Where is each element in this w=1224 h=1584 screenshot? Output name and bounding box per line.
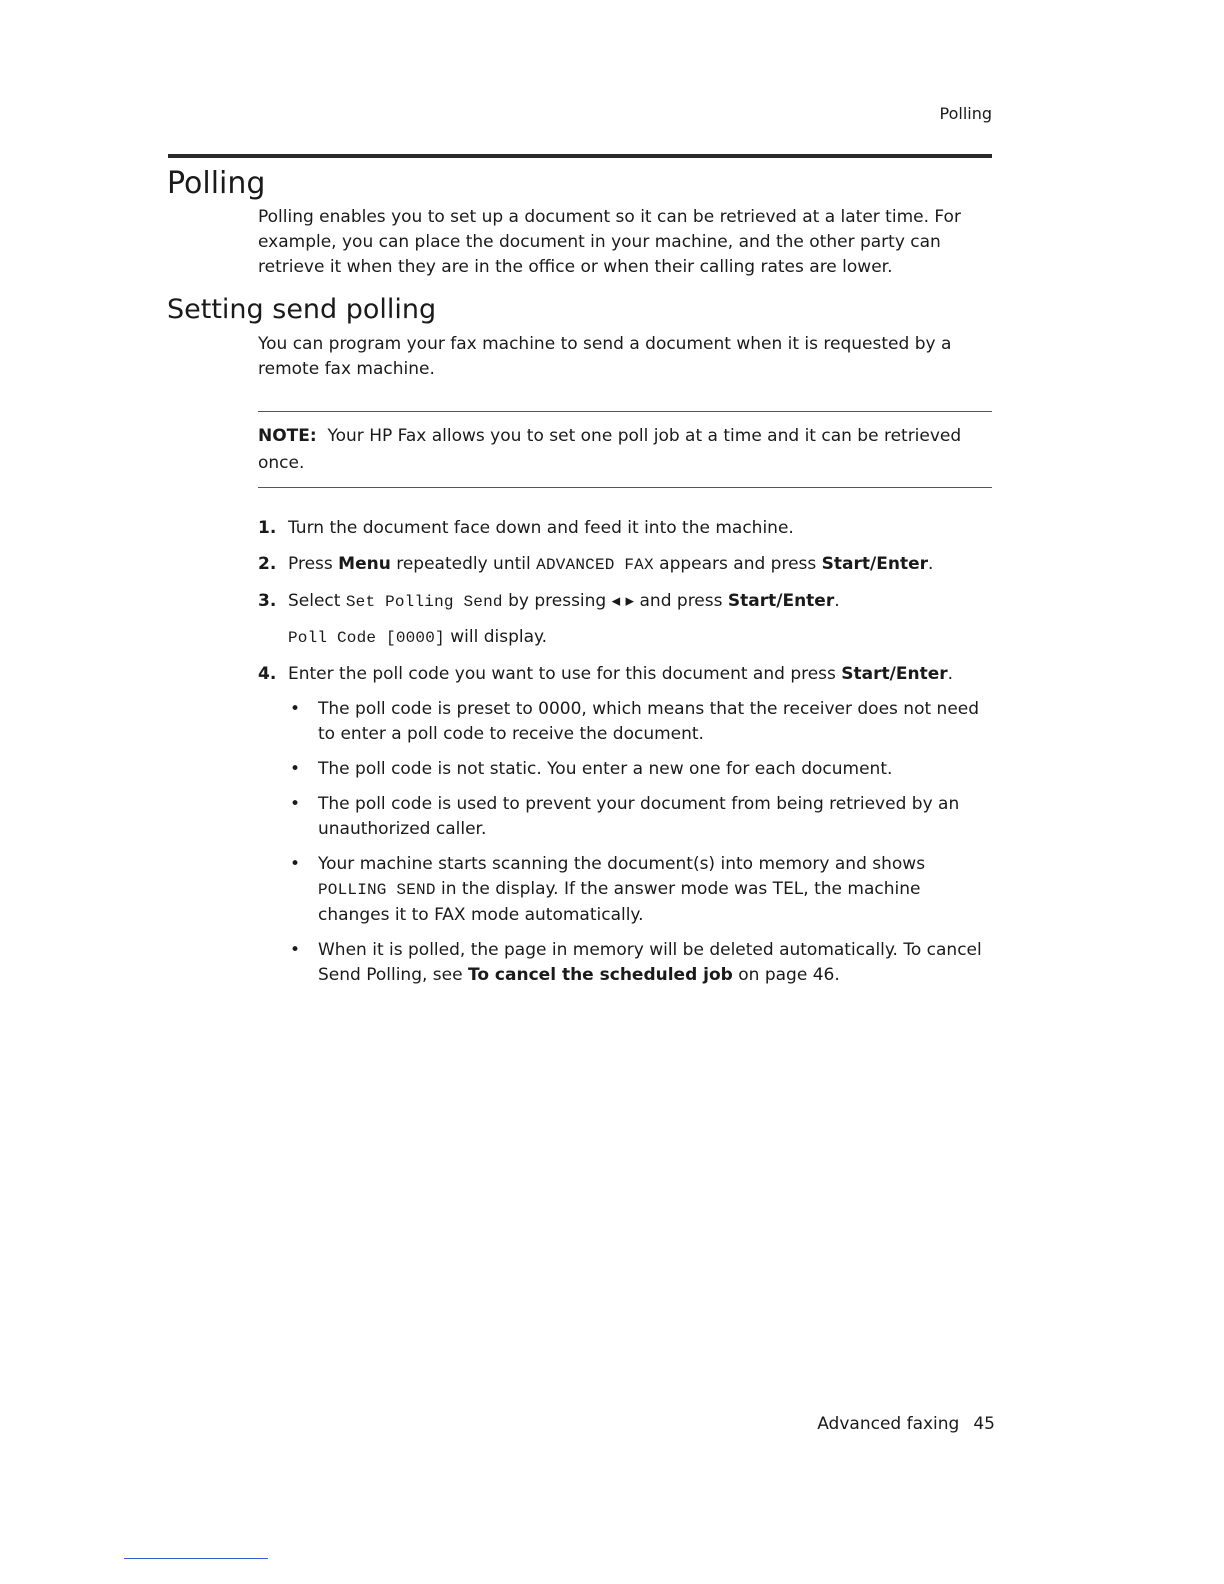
- bullet-item: [288, 852, 993, 928]
- step-text: Select: [288, 591, 346, 611]
- step-text: repeatedly until: [390, 554, 537, 574]
- step-3: [258, 589, 993, 651]
- bullet-text: in the display. If the answer mode was TEL, the machine changes it to FAX mode automatically.: [318, 879, 921, 925]
- step-text: by pressing: [502, 591, 612, 611]
- bullet-item: • The poll code is used to prevent your document from being retrieved by an unauthorized caller.: [288, 792, 993, 842]
- step-number: 1.: [258, 518, 277, 538]
- display-text: POLLING SEND: [318, 881, 436, 899]
- note-text: Your HP Fax allows you to set one poll job at a time and it can be retrieved once.: [258, 426, 962, 473]
- display-text: Set Polling Send: [345, 593, 503, 611]
- step-text: Enter the poll code you want to use for this document and press: [288, 664, 842, 684]
- arrow-keys-icon: ◂ ▸: [611, 591, 635, 611]
- step-2: [258, 552, 993, 578]
- step-text: Turn the document face down and feed it into the machine.: [288, 518, 794, 538]
- step-number: 3.: [258, 591, 277, 611]
- display-text: Poll Code [0000]: [288, 629, 445, 647]
- cross-reference-link[interactable]: To cancel the scheduled job: [468, 965, 733, 985]
- section-title: Polling: [167, 166, 266, 201]
- start-enter-key: Start/Enter: [821, 554, 928, 574]
- step-text: .: [834, 591, 840, 611]
- step-number: 2.: [258, 554, 277, 574]
- step-text: Press: [288, 554, 339, 574]
- page-footer: [817, 1414, 995, 1434]
- step-text: will display.: [444, 627, 548, 647]
- note: [258, 423, 992, 477]
- subsection-intro: You can program your fax machine to send a document when it is requested by a remote fax machine.: [258, 334, 952, 379]
- menu-key: Menu: [338, 554, 391, 574]
- bullet-item: [288, 938, 993, 988]
- step-3-result: [288, 625, 993, 651]
- section-intro: Polling enables you to set up a document so it can be retrieved at a later time. For example, you can place the document in your machine, and the other party can retrieve it when they are in the office or when their calling rates are lower.: [258, 207, 961, 277]
- running-header: Polling: [939, 104, 992, 123]
- bullet-text: When it is polled, the page in memory will be deleted automatically. To cancel Send Polling, see: [318, 940, 982, 985]
- start-enter-key: Start/Enter: [727, 591, 835, 611]
- step-4-bullets: [288, 697, 993, 988]
- note-label: NOTE:: [258, 426, 317, 446]
- bullet-text: Your machine starts scanning the document(s) into memory and shows: [318, 854, 926, 874]
- step-1: [258, 516, 993, 541]
- bullet-item: • The poll code is not static. You enter a new one for each document.: [288, 757, 993, 782]
- steps-list: [258, 516, 993, 999]
- note-bottom-rule: [258, 487, 992, 488]
- header-rule: [168, 154, 992, 158]
- bullet-text: on page 46.: [732, 965, 840, 985]
- bullet-item: • The poll code is preset to 0000, which means that the receiver does not need to enter a poll code to receive the document.: [288, 697, 993, 747]
- subsection-title: Setting send polling: [167, 294, 437, 325]
- step-text: .: [928, 554, 934, 574]
- step-text: .: [947, 664, 954, 684]
- step-text: and press: [634, 591, 728, 611]
- display-text: ADVANCED FAX: [536, 556, 654, 574]
- step-4: [258, 662, 993, 988]
- note-top-rule: [258, 411, 992, 412]
- chapter-name: Advanced faxing: [817, 1414, 960, 1434]
- step-number: 4.: [258, 664, 277, 684]
- start-enter-key: Start/Enter: [841, 664, 948, 684]
- step-text: appears and press: [653, 554, 822, 574]
- bottom-rule: [124, 1558, 268, 1559]
- page-number: 45: [973, 1414, 995, 1434]
